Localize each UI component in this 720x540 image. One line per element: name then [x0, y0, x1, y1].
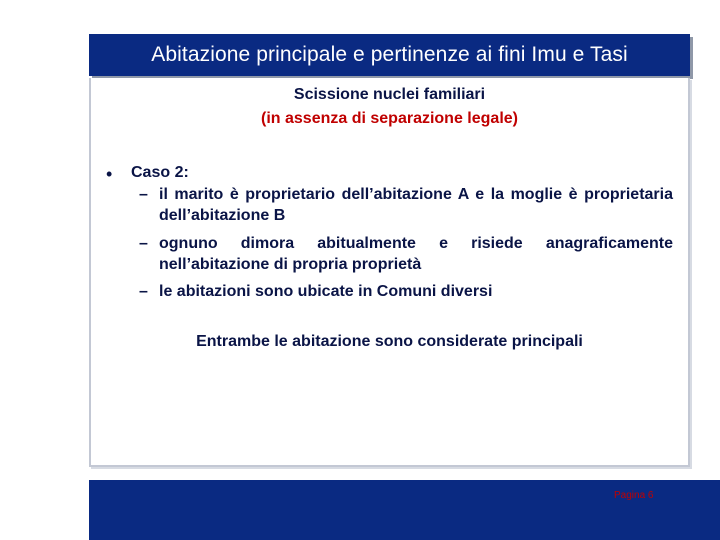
conclusion-text: Entrambe le abitazione sono considerate principali [196, 333, 583, 350]
dash-icon: – [139, 235, 148, 252]
list-item [139, 281, 673, 302]
list-item [139, 184, 673, 226]
subtitle-line-1: Scissione nuclei familiari [293, 86, 486, 103]
case-label: Caso 2: [131, 164, 189, 181]
list-item-text: le abitazioni sono ubicate in Comuni diversi [159, 283, 493, 300]
list-item [139, 233, 673, 275]
content-box [89, 78, 690, 467]
subtitle-line-2: (in assenza di separazione legale) [261, 110, 518, 127]
page-number: Pagina 6 [614, 490, 654, 501]
list-item-text: ognuno dimora abitualmente e risiede anagraficamente nell’abitazione di propria proprietà [159, 235, 673, 273]
slide-title: Abitazione principale e pertinenze ai fini Imu e Tasi [151, 43, 628, 66]
dash-icon: – [139, 283, 148, 300]
list-item-text: il marito è proprietario dell’abitazione A e la moglie è proprietaria dell’abitazione B [159, 186, 673, 224]
bullet-icon: • [106, 164, 113, 184]
dash-icon: – [139, 186, 148, 203]
footer-bar [89, 480, 720, 540]
slide-title-bar [89, 34, 690, 76]
